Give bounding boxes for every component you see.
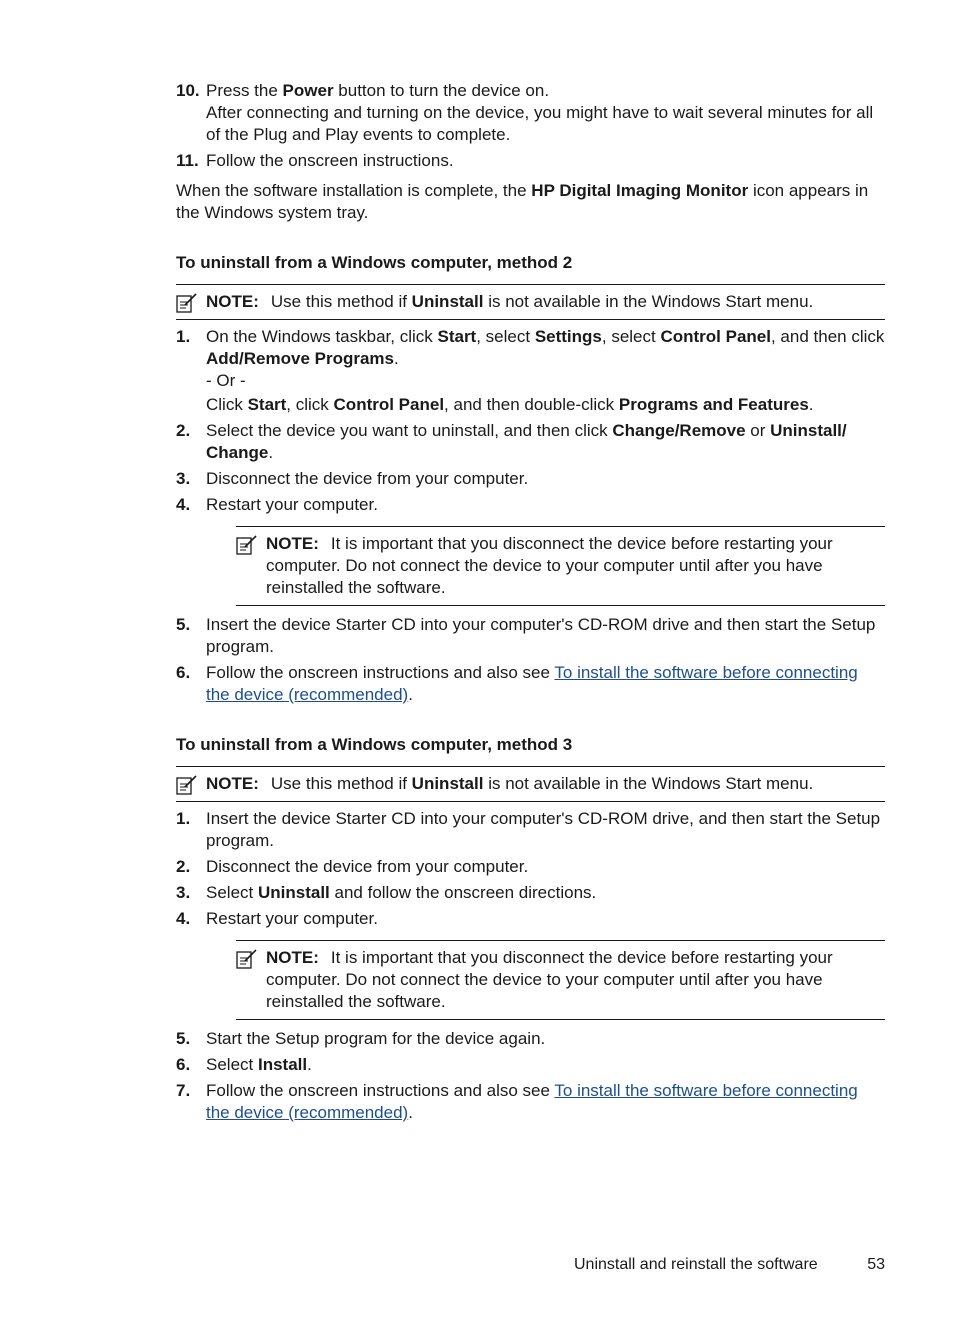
method3-step-3: 3. Select Uninstall and follow the onscreen directions.	[176, 883, 597, 902]
method3-step-1: 1. Insert the device Starter CD into your computer's CD-ROM drive, and then start the Setup program.	[176, 809, 881, 850]
method3-step-2: 2. Disconnect the device from your computer.	[176, 857, 529, 876]
footer-section-title: Uninstall and reinstall the software	[574, 1256, 818, 1273]
page-content	[176, 80, 885, 1128]
method3-note: NOTE: Use this method if Uninstall is not available in the Windows Start menu.	[176, 766, 885, 802]
note-icon	[176, 775, 198, 795]
method3-step-6: 6. Select Install.	[176, 1055, 312, 1074]
note-icon	[236, 535, 258, 555]
method2-step-3: 3. Disconnect the device from your computer.	[176, 469, 529, 488]
note-icon	[176, 293, 198, 313]
step-detail: After connecting and turning on the device, you might have to wait several minutes for all of the Plug and Play events to complete.	[206, 103, 874, 144]
method2-heading: To uninstall from a Windows computer, method 2	[176, 253, 573, 272]
install-before-connecting-link[interactable]: To install the software before connecting the device (recommended)	[206, 1081, 858, 1122]
method3-step-5: 5. Start the Setup program for the device again.	[176, 1029, 546, 1048]
step-10: 10. Press the Power button to turn the device on. After connecting and turning on the device, you might have to wait several minutes for all of the Plug and Play events to complete.	[176, 80, 885, 146]
method2-note: NOTE: Use this method if Uninstall is not available in the Windows Start menu.	[176, 284, 885, 320]
page-number: 53	[867, 1256, 885, 1273]
method3-inner-note: NOTE: It is important that you disconnect the device before restarting your computer. Do not connect the device to your computer until after you have reinstalled the software.	[236, 940, 885, 1020]
method2-step-1: 1. On the Windows taskbar, click Start, select Settings, select Control Panel, and then click Add/Remove Programs. - Or - Click Start, click Control Panel, and then double-click Programs and Features.	[176, 327, 885, 414]
page-footer	[574, 1256, 885, 1274]
method3-step-7: 7. Follow the onscreen instructions and also see To install the software before connecting the device (recommended).	[176, 1081, 858, 1122]
note-icon	[236, 949, 258, 969]
method3-step-4: 4. Restart your computer.	[176, 909, 378, 928]
method2-step-4: 4. Restart your computer.	[176, 495, 378, 514]
install-before-connecting-link[interactable]: To install the software before connecting the device (recommended)	[206, 663, 858, 704]
method3-heading: To uninstall from a Windows computer, method 3	[176, 735, 573, 754]
method2-step-2: 2. Select the device you want to uninstall, and then click Change/Remove or Uninstall/ Change.	[176, 421, 847, 462]
step-number: 10.	[176, 81, 200, 100]
method2-step-5: 5. Insert the device Starter CD into your computer's CD-ROM drive and then start the Setup program.	[176, 615, 876, 656]
method2-step-6: 6. Follow the onscreen instructions and also see To install the software before connecting the device (recommended).	[176, 663, 858, 704]
step-11: 11. Follow the onscreen instructions.	[176, 151, 454, 170]
install-complete-paragraph: When the software installation is complete, the HP Digital Imaging Monitor icon appears in the Windows system tray.	[176, 181, 869, 222]
method2-inner-note: NOTE: It is important that you disconnect the device before restarting your computer. Do not connect the device to your computer until after you have reinstalled the software.	[236, 526, 885, 606]
